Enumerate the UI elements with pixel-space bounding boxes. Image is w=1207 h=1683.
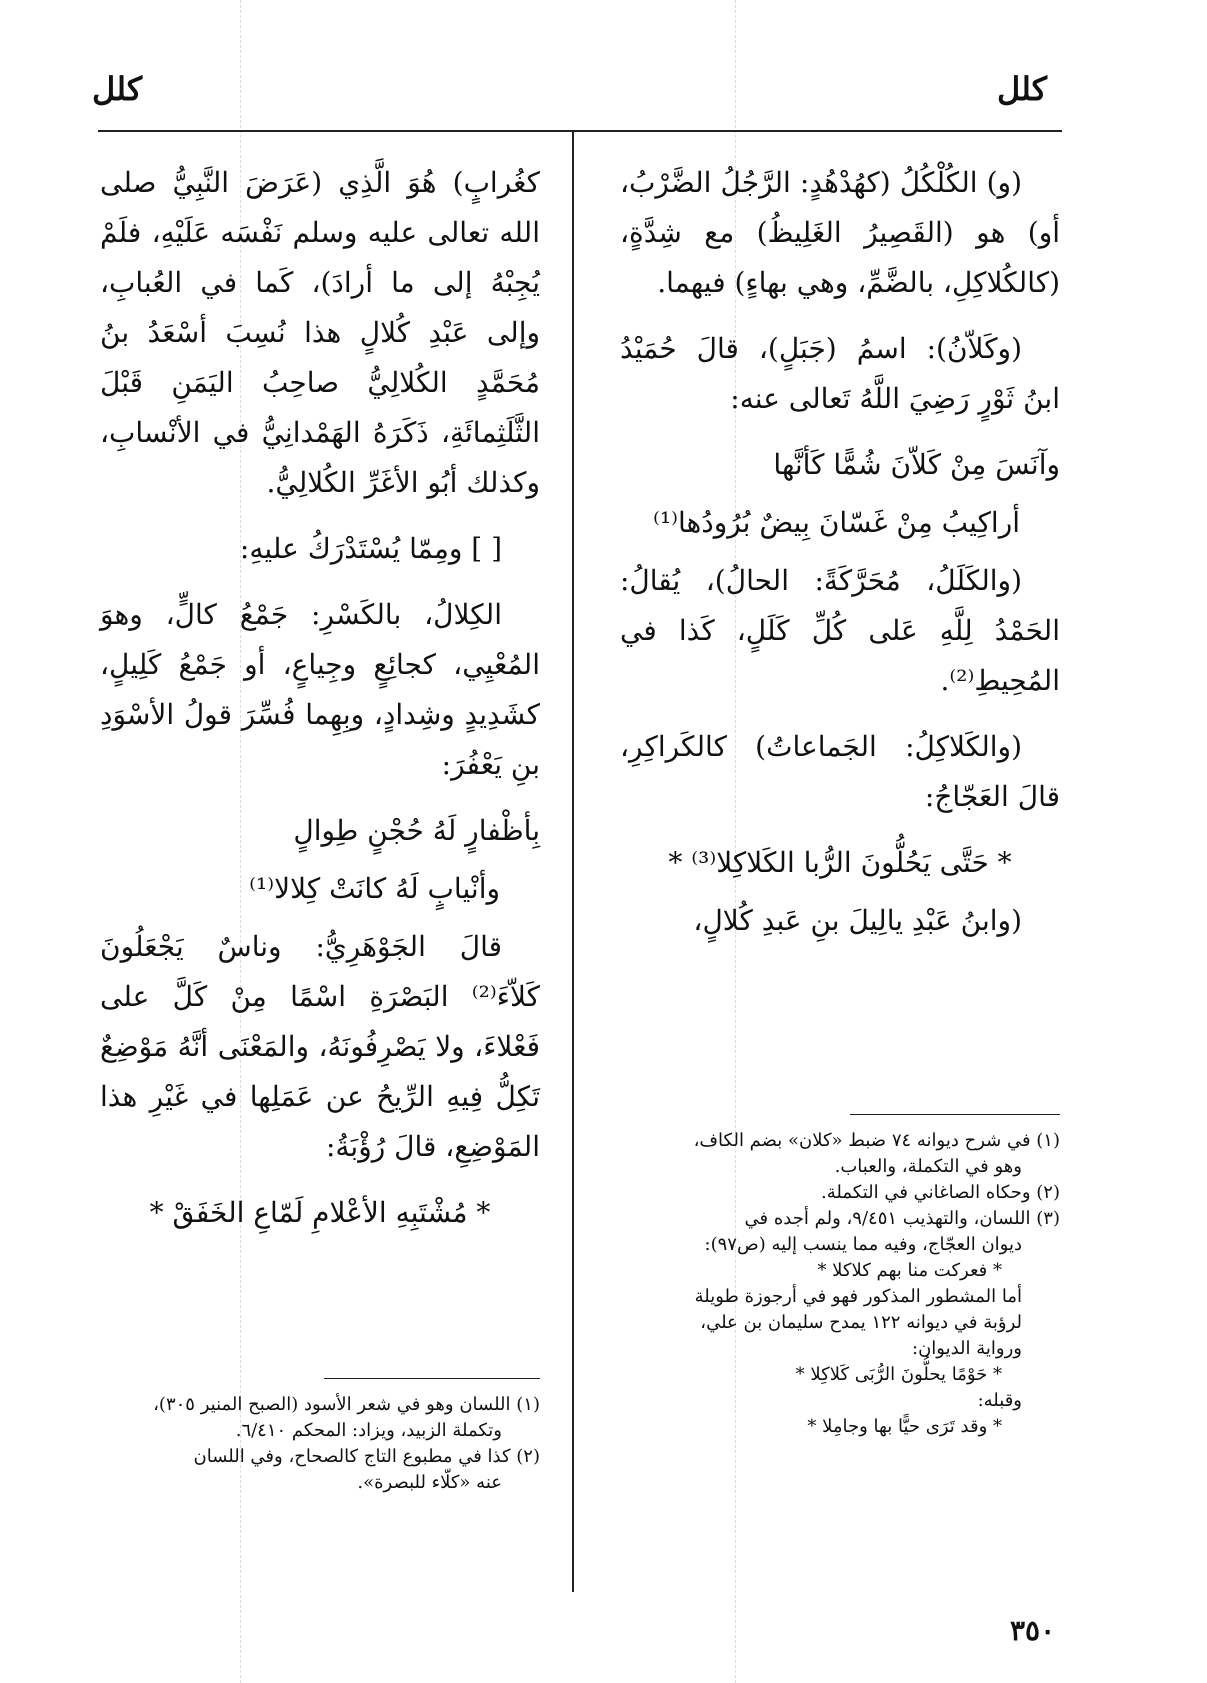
footnote: (٣) اللسان، والتهذيب ٩/٤٥١، ولم أجده في [744,1208,1060,1229]
footnote: (١) اللسان وهو في شعر الأسود (الصبح المنير ٣٠٥)، [153,1394,540,1415]
verse-line: بِأظْفارٍ لَهُ حُجْنٍ طِوالٍ [293,814,540,847]
footnote: (٢) كذا في مطبوع التاج كالصحاح، وفي اللسان [193,1446,540,1467]
footnotes-right [620,1128,1060,1440]
footnote-verse: * وقد تَرَى حيًّا بها وجامِلا * [807,1416,1002,1437]
verse-line: وأنْيابٍ لَهُ كانَتْ كِلالا⁽¹⁾ [249,872,500,905]
header-rule [98,130,1062,132]
footnote: ديوان العجّاج، وفيه مما ينسب إليه (ص٩٧): [704,1234,1022,1255]
entry-paragraph: الكِلالُ، بالكَسْرِ: جَمْعُ كالٍّ، وهوَ المُعْيِي، كجائِعٍ وجِياعٍ، أو جَمْعُ كَلِيلٍ، كشَدِيدٍ وشِدادٍ، وبِهِما فُسِّرَ قولُ الأسْوَدِ بنِ يَعْفُرَ: [100,598,540,781]
verse-line: أراكِيبُ مِنْ غَسّانَ بِيضٌ بُرُودُها⁽¹⁾ [652,506,1020,539]
footnote: وهو في التكملة، والعباب. [834,1156,1022,1177]
verse-line: * حَتَّى يَحُلُّونَ الرُّبا الكَلاكِلا⁽³⁾ * [668,846,1012,879]
footnote: ورواية الديوان: [912,1338,1022,1359]
left-column [100,158,540,1246]
verse-line: وآنَسَ مِنْ كَلاّنَ شُمًّا كَأنَّها [773,448,1060,481]
entry-paragraph: (وكَلاّنُ): اسمُ (جَبَلٍ)، قالَ حُمَيْدُ ابنُ ثَوْرٍ رَضِيَ اللَّهُ تَعالى عنه: [620,332,1060,415]
column-divider [572,131,574,1592]
footnote-rule [324,1378,540,1379]
verse-line: * مُشْتَبِهِ الأعْلامِ لَمّاعِ الخَفَقْ * [149,1196,491,1229]
running-head-left: كلل [92,70,143,108]
entry-paragraph: (و) الكُلْكُلُ (كهُدْهُدٍ: الرَّجُلُ الضَّرْبُ، أو) هو (القَصِيرُ الغَلِيظُ) مع شِدَّةٍ، (كالكُلاكِلِ، بالضَّمِّ، وهي بهاءٍ) فيهما. [620,166,1060,299]
footnote-verse: * فعركت منا بهم كلاكلا * [817,1260,1002,1281]
footnote: لرؤبة في ديوانه ١٢٢ يمدح سليمان بن علي، [700,1312,1022,1333]
entry-paragraph: [ ] ومِمّا يُسْتَدْرَكُ عليهِ: [239,532,502,565]
page-number: ٣٥٠ [1010,1614,1056,1647]
footnote-rule [850,1114,1060,1115]
footnote-verse: * حَوْمًا يحلُّونَ الرُّبَى كَلاكِلا * [795,1364,1002,1385]
entry-paragraph: (والكَلَلُ، مُحَرَّكَةً: الحالُ)، يُقالُ: الحَمْدُ لِلَّهِ عَلى كُلِّ كَلَلٍ، كَذا في المُحِيطِ⁽²⁾. [620,564,1060,697]
footnote: (١) في شرح ديوانه ٧٤ ضبط «كلان» بضم الكاف، [693,1130,1060,1151]
footnote: وقبله: [977,1390,1022,1411]
footnotes-left [100,1392,540,1496]
footnote: وتكملة الزبيد، ويزاد: المحكم ٦/٤١٠. [235,1420,502,1441]
running-head-right: كلل [996,70,1047,108]
right-column [620,158,1060,962]
entry-paragraph: (وابنُ عَبْدِ يالِيلَ بنِ عَبدِ كُلالٍ، [693,904,1022,937]
entry-paragraph: كغُرابٍ) هُوَ الَّذِي (عَرَضَ النَّبِيُّ صلى الله تعالى عليه وسلم نَفْسَه عَلَيْهِ، فلَمْ يُجِبْهُ إلى ما أرادَ)، كَما في العُبابِ، وإلى عَبْدِ كُلالٍ هذا نُسِبَ أسْعَدُ بنُ مُحَمَّدٍ الكُلالِيُّ صاحِبُ اليَمَنِ قَبْلَ الثَّلَثِمائَةِ، ذَكَرَهُ الهَمْدانِيُّ في الأنْسابِ، وكذلك أبُو الأغَرِّ الكُلالِيُّ. [100,166,540,499]
footnote: عنه «كلّاء للبصرة». [357,1472,502,1493]
entry-paragraph: (والكَلاكِلُ: الجَماعاتُ) كالكَراكِرِ، قالَ العَجّاجُ: [620,730,1060,813]
footnote: أما المشطور المذكور فهو في أرجوزة طويلة [694,1286,1022,1307]
entry-paragraph: قالَ الجَوْهَرِيُّ: وناسٌ يَجْعَلُونَ كَلاّءَ⁽²⁾ البَصْرَةِ اسْمًا مِنْ كَلَّ على فَعْلاءَ، ولا يَصْرِفُونَهُ، والمَعْنَى أنَّهُ مَوْضِعٌ تَكِلُّ فِيهِ الرِّيحُ عن عَمَلِها في غَيْرِ هذا المَوْضِعِ، قالَ رُؤْبَةُ: [100,930,540,1163]
footnote: (٢) وحكاه الصاغاني في التكملة. [821,1182,1060,1203]
